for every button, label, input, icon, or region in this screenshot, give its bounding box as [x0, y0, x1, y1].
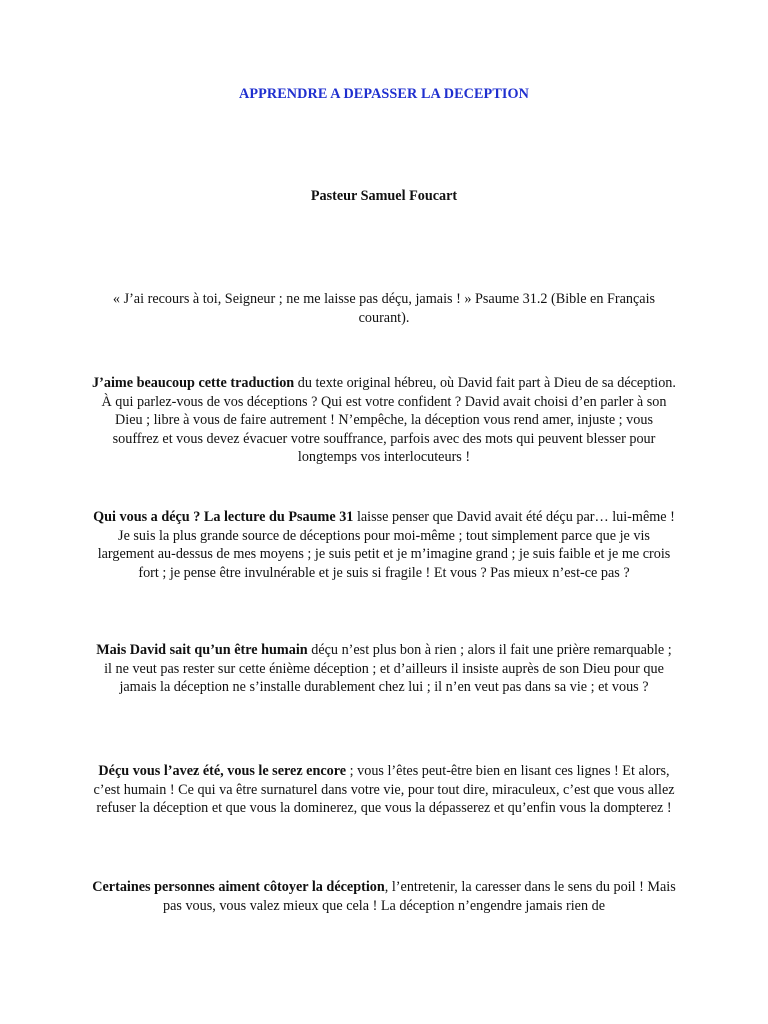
- paragraph-2-lead: Qui vous a déçu ? La lecture du Psaume 31: [93, 509, 354, 525]
- paragraph-4: [92, 762, 676, 818]
- paragraph-2: [92, 508, 676, 582]
- paragraph-3-lead: Mais David sait qu’un être humain: [96, 642, 308, 658]
- document-title: APPRENDRE A DEPASSER LA DECEPTION: [239, 86, 529, 102]
- paragraph-5-text: , l’entretenir, la caresser dans le sens du poil ! Mais pas vous, vous valez mieux que cela ! La déception n’engendre jamais rien de: [162, 879, 676, 914]
- paragraph-5-lead: Certaines personnes aiment côtoyer la déception: [92, 879, 385, 895]
- document-author: Pasteur Samuel Foucart: [310, 188, 458, 204]
- paragraph-5: [92, 878, 676, 915]
- paragraph-1-lead: J’aime beaucoup cette traduction: [92, 375, 295, 391]
- paragraph-1-text: du texte original hébreu, où David fait part à Dieu de sa déception. À qui parlez-vous de vos déceptions ? Qui est votre confident ? David avait choisi d’en parler à son Dieu ; libre à vous de faire autrement ! N’empêche, la déception vous rend amer, injuste ; vous souffrez et vous devez évacuer votre souffrance, parfois avec des mots qui peuvent blesser pour longtemps vos interlocuteurs !: [101, 375, 676, 465]
- paragraph-4-text: ; vous l’êtes peut-être bien en lisant ces lignes ! Et alors, c’est humain ! Ce qui va être surnaturel dans votre vie, pour tout dire, miraculeux, c’est que vous allez refuser la déception et que vous la dominerez, que vous la dépasserez et qu’enfin vous la dompterez !: [93, 763, 675, 816]
- scripture-quote: « J’ai recours à toi, Seigneur ; ne me laisse pas déçu, jamais ! » Psaume 31.2 (Bible en Français courant).: [112, 291, 656, 326]
- paragraph-2-text: laisse penser que David avait été déçu par… lui-même ! Je suis la plus grande source de déceptions pour moi-même ; tout simplement parce que je vis largement au-dessus de mes moyens ; je suis petit et je m’imagine grand ; je suis faible et je me crois fort ; je pense être invulnérable et je suis si fragile ! Et vous ? Pas mieux n’est-ce pas ?: [97, 509, 675, 581]
- paragraph-3: [92, 641, 676, 697]
- paragraph-4-lead: Déçu vous l’avez été, vous le serez encore: [98, 763, 347, 779]
- paragraph-3-text: déçu n’est plus bon à rien ; alors il fait une prière remarquable ; il ne veut pas rester sur cette énième déception ; et d’ailleurs il insiste auprès de son Dieu pour que jamais la déception ne s’installe durablement chez lui ; il n’en veut pas dans sa vie ; et vous ?: [104, 642, 672, 695]
- paragraph-1: [92, 374, 676, 467]
